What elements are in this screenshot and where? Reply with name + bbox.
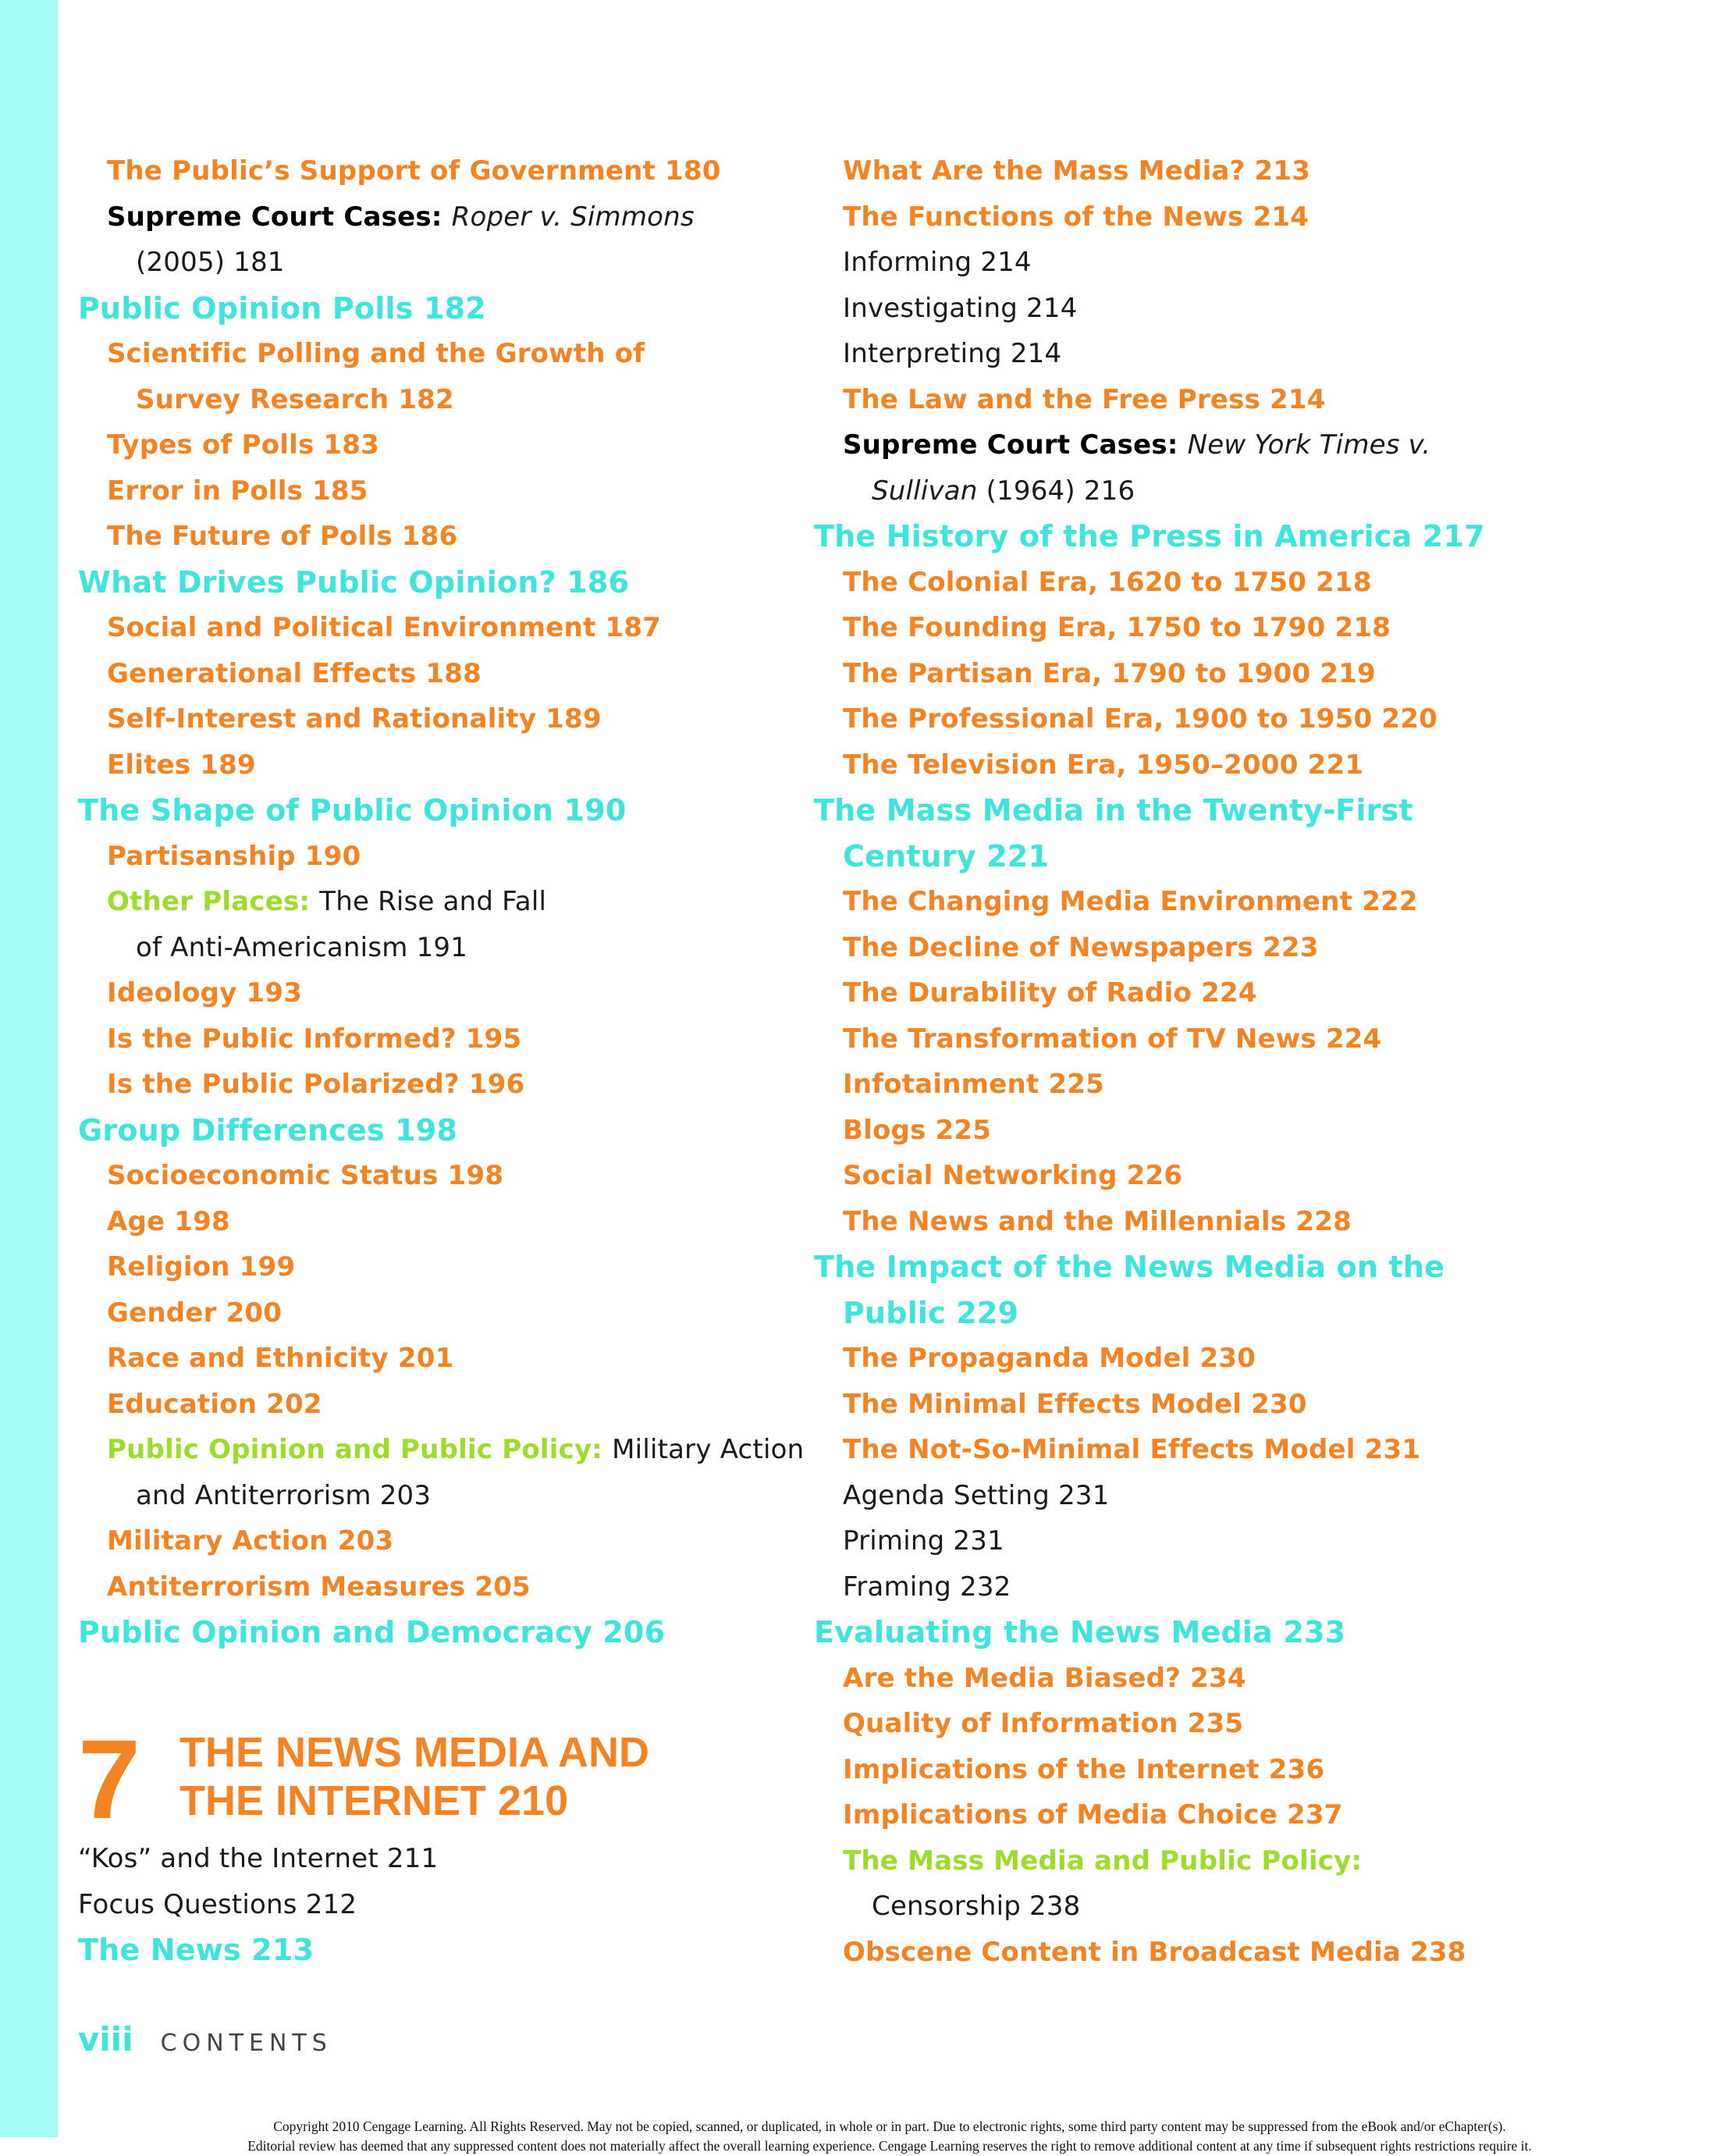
toc-entry — [78, 1473, 858, 1519]
entry-text: Public Opinion Polls 182 — [78, 290, 486, 326]
entry-text: The Rise and Fall — [319, 886, 547, 917]
toc-entry — [814, 1290, 1594, 1336]
toc-entry[interactable] — [814, 788, 1594, 834]
entry-text: Censorship 238 — [872, 1891, 1081, 1922]
entry-text: Interpreting 214 — [843, 338, 1062, 369]
entry-text: The Minimal Effects Model 230 — [843, 1388, 1307, 1420]
entry-text: What Are the Mass Media? 213 — [843, 155, 1311, 187]
entry-text: The Changing Media Environment 222 — [843, 886, 1418, 917]
toc-entry[interactable] — [78, 1610, 858, 1656]
toc-entry[interactable] — [78, 879, 858, 925]
entry-text: (2005) 181 — [136, 247, 285, 278]
entry-text: The Founding Era, 1750 to 1790 218 — [843, 612, 1391, 643]
entry-text: The Transformation of TV News 224 — [843, 1023, 1382, 1055]
entry-text: The Partisan Era, 1790 to 1900 219 — [843, 657, 1376, 689]
toc-entry[interactable] — [78, 1199, 858, 1245]
toc-entry[interactable] — [814, 696, 1594, 742]
toc-entry[interactable] — [78, 286, 858, 332]
toc-entry[interactable] — [78, 560, 858, 606]
toc-entry[interactable] — [78, 1290, 858, 1336]
entry-text: and Antiterrorism 203 — [136, 1479, 432, 1511]
entry-text: Quality of Information 235 — [843, 1708, 1244, 1739]
toc-entry[interactable] — [814, 1747, 1594, 1793]
entry-text: Public Opinion and Democracy 206 — [78, 1615, 666, 1649]
entry-text: The Colonial Era, 1620 to 1750 218 — [843, 566, 1372, 598]
toc-entry[interactable] — [78, 148, 858, 194]
toc-entry[interactable] — [78, 1382, 858, 1428]
entry-text: The Shape of Public Opinion 190 — [78, 793, 627, 827]
entry-text: “Kos” and the Internet 211 — [78, 1843, 439, 1874]
toc-entry[interactable] — [814, 377, 1594, 423]
page-footer — [78, 2020, 332, 2058]
entry-text: Socioeconomic Status 198 — [107, 1160, 504, 1191]
entry-text: Agenda Setting 231 — [843, 1479, 1110, 1511]
toc-entry[interactable] — [814, 1427, 1594, 1473]
toc-entry[interactable] — [78, 1108, 858, 1154]
toc-entry[interactable] — [814, 1153, 1594, 1199]
entry-feature-label: Other Places: — [107, 886, 320, 917]
entry-italic-title: Sullivan — [872, 475, 978, 507]
entry-feature-label: The Mass Media and Public Policy: — [843, 1845, 1363, 1877]
chapter-title-line-2: THE INTERNET 210 — [179, 1777, 569, 1824]
toc-entry[interactable] — [78, 331, 858, 377]
toc-entry[interactable] — [814, 879, 1594, 925]
toc-right-column — [814, 148, 1594, 1975]
toc-entry — [78, 377, 858, 423]
entry-text: Elites 189 — [107, 749, 256, 781]
entry-text: Age 198 — [107, 1205, 230, 1237]
toc-entry[interactable] — [814, 1610, 1594, 1656]
toc-entry[interactable] — [814, 925, 1594, 971]
entry-text: Education 202 — [107, 1388, 322, 1420]
toc-entry[interactable] — [814, 422, 1594, 468]
entry-text: Self-Interest and Rationality 189 — [107, 703, 602, 735]
entry-text: Investigating 214 — [843, 292, 1078, 324]
toc-entry[interactable] — [78, 1564, 858, 1610]
toc-entry[interactable] — [78, 1836, 780, 1882]
toc-entry[interactable] — [814, 1656, 1594, 1702]
toc-entry[interactable] — [814, 286, 1594, 332]
entry-text: The Professional Era, 1900 to 1950 220 — [843, 703, 1437, 735]
copyright-line-2: Editorial review has deemed that any suppressed content does not materially affect the overall learning experience. Cengage Learning reserves the right to remove additional content at any time if subsequent rights restrictions require it. — [247, 2138, 1532, 2154]
toc-entry[interactable] — [814, 1564, 1594, 1610]
toc-entry[interactable] — [814, 1199, 1594, 1245]
toc-entry[interactable] — [814, 1244, 1594, 1290]
entry-text: The Functions of the News 214 — [843, 201, 1309, 233]
entry-feature-label: Supreme Court Cases: — [843, 429, 1188, 461]
entry-text: What Drives Public Opinion? 186 — [78, 564, 630, 599]
section-label: CONTENTS — [160, 2030, 332, 2057]
toc-entry[interactable] — [814, 1473, 1594, 1519]
toc-entry[interactable] — [78, 651, 858, 697]
entry-text: The Television Era, 1950–2000 221 — [843, 749, 1364, 781]
entry-text: Survey Research 182 — [136, 383, 454, 415]
toc-entry[interactable] — [78, 742, 858, 788]
toc-left-column — [78, 148, 858, 1656]
toc-entry[interactable] — [814, 240, 1594, 286]
toc-entry[interactable] — [78, 1927, 780, 1973]
toc-entry[interactable] — [78, 1062, 858, 1108]
toc-entry[interactable] — [814, 1701, 1594, 1747]
entry-text: Focus Questions 212 — [78, 1888, 357, 1920]
entry-text: Public 229 — [843, 1295, 1019, 1330]
entry-text: The News and the Millennials 228 — [843, 1205, 1352, 1237]
entry-text: Obscene Content in Broadcast Media 238 — [843, 1936, 1466, 1968]
entry-text: Priming 231 — [843, 1525, 1004, 1557]
toc-entry[interactable] — [78, 834, 858, 880]
entry-text: Implications of the Internet 236 — [843, 1753, 1325, 1785]
toc-entry[interactable] — [78, 788, 858, 834]
entry-italic-title: New York Times v. — [1187, 429, 1431, 461]
entry-text: The Not-So-Minimal Effects Model 231 — [843, 1434, 1421, 1465]
entry-text: Generational Effects 188 — [107, 657, 481, 689]
entry-text: Are the Media Biased? 234 — [843, 1662, 1246, 1694]
toc-entry[interactable] — [78, 970, 858, 1016]
toc-entry[interactable] — [78, 422, 858, 468]
entry-text: The Durability of Radio 224 — [843, 977, 1257, 1009]
entry-text: Informing 214 — [843, 247, 1032, 278]
entry-text: of Anti-Americanism 191 — [136, 931, 468, 963]
toc-entry — [814, 1884, 1594, 1930]
entry-text: The Future of Polls 186 — [107, 521, 458, 552]
toc-entry[interactable] — [78, 605, 858, 651]
toc-entry[interactable] — [814, 970, 1594, 1016]
entry-text: The Public’s Support of Government 180 — [107, 155, 721, 187]
toc-entry[interactable] — [814, 1062, 1594, 1108]
entry-text: Implications of Media Choice 237 — [843, 1799, 1343, 1830]
entry-text: Ideology 193 — [107, 977, 303, 1009]
entry-text: Race and Ethnicity 201 — [107, 1343, 454, 1374]
entry-text: Evaluating the News Media 233 — [814, 1615, 1346, 1649]
entry-text: Scientific Polling and the Growth of — [107, 338, 645, 369]
toc-entry[interactable] — [814, 194, 1594, 240]
toc-entry[interactable] — [78, 1336, 858, 1382]
toc-entry[interactable] — [814, 1382, 1594, 1428]
toc-entry[interactable] — [78, 1016, 858, 1062]
entry-text: (1964) 216 — [977, 475, 1135, 507]
toc-entry — [814, 468, 1594, 514]
toc-entry[interactable] — [814, 651, 1594, 697]
toc-entry[interactable] — [814, 148, 1594, 194]
toc-entry[interactable] — [78, 194, 858, 240]
toc-entry[interactable] — [78, 468, 858, 514]
toc-entry[interactable] — [814, 514, 1594, 560]
entry-text: The Decline of Newspapers 223 — [843, 931, 1319, 963]
chapter-title-line-1: THE NEWS MEDIA AND — [179, 1729, 649, 1776]
entry-text: Blogs 225 — [843, 1114, 992, 1146]
entry-text: Religion 199 — [107, 1251, 296, 1283]
page-edge-color-bar — [0, 0, 58, 2137]
entry-text: Infotainment 225 — [843, 1069, 1105, 1100]
toc-entry — [78, 925, 858, 971]
chapter-heading — [78, 1717, 780, 1848]
entry-text: The History of the Press in America 217 — [814, 519, 1485, 553]
toc-entry[interactable] — [814, 742, 1594, 788]
entry-text: Is the Public Informed? 195 — [107, 1023, 522, 1055]
toc-entry — [814, 834, 1594, 880]
entry-feature-label: Supreme Court Cases: — [107, 201, 452, 233]
entry-text: Century 221 — [843, 838, 1050, 873]
toc-entry[interactable] — [814, 1016, 1594, 1062]
entry-text: Is the Public Polarized? 196 — [107, 1069, 525, 1100]
entry-text: The Law and the Free Press 214 — [843, 383, 1326, 415]
entry-text: Group Differences 198 — [78, 1112, 458, 1147]
entry-feature-label: Public Opinion and Public Policy: — [107, 1434, 613, 1465]
entry-text: Antiterrorism Measures 205 — [107, 1571, 531, 1603]
toc-entry[interactable] — [78, 1518, 858, 1564]
toc-entry[interactable] — [814, 1930, 1594, 1976]
copyright-line-1: Copyright 2010 Cengage Learning. All Rights Reserved. May not be copied, scanned, or duplicated, in whole or in part. Due to electronic rights, some third party content may be suppressed from the eBook and/or eChapter(s). — [273, 2119, 1506, 2134]
entry-italic-title: Roper v. Simmons — [451, 201, 695, 233]
toc-entry[interactable] — [78, 1427, 858, 1473]
entry-text: Social and Political Environment 187 — [107, 612, 662, 643]
toc-entry[interactable] — [78, 514, 858, 560]
entry-text: Military Action — [612, 1434, 805, 1465]
entry-text: The Impact of the News Media on the — [814, 1250, 1445, 1284]
toc-entry[interactable] — [814, 605, 1594, 651]
toc-entry[interactable] — [814, 1108, 1594, 1154]
toc-entry[interactable] — [78, 1882, 780, 1928]
entry-text: Partisanship 190 — [107, 840, 361, 872]
chapter-title[interactable] — [179, 1728, 804, 1825]
toc-entry — [78, 240, 858, 286]
toc-entry[interactable] — [814, 1838, 1594, 1884]
toc-entry[interactable] — [814, 1792, 1594, 1838]
entry-text: Military Action 203 — [107, 1525, 394, 1557]
toc-entry[interactable] — [78, 696, 858, 742]
toc-chapter-entries — [78, 1836, 780, 1973]
entry-text: The Mass Media in the Twenty-First — [814, 793, 1413, 827]
entry-text: Social Networking 226 — [843, 1160, 1183, 1191]
entry-text: Framing 232 — [843, 1571, 1011, 1603]
toc-entry[interactable] — [814, 331, 1594, 377]
toc-entry[interactable] — [814, 1336, 1594, 1382]
toc-entry[interactable] — [814, 560, 1594, 606]
entry-text: The News 213 — [78, 1933, 314, 1967]
toc-entry[interactable] — [814, 1518, 1594, 1564]
entry-text: The Propaganda Model 230 — [843, 1343, 1256, 1374]
entry-text: Types of Polls 183 — [107, 429, 380, 461]
entry-text: Error in Polls 185 — [107, 475, 368, 507]
page-number: viii — [78, 2020, 133, 2058]
chapter-number: 7 — [78, 1717, 141, 1842]
entry-text: Gender 200 — [107, 1297, 283, 1329]
toc-entry[interactable] — [78, 1244, 858, 1290]
toc-entry[interactable] — [78, 1153, 858, 1199]
